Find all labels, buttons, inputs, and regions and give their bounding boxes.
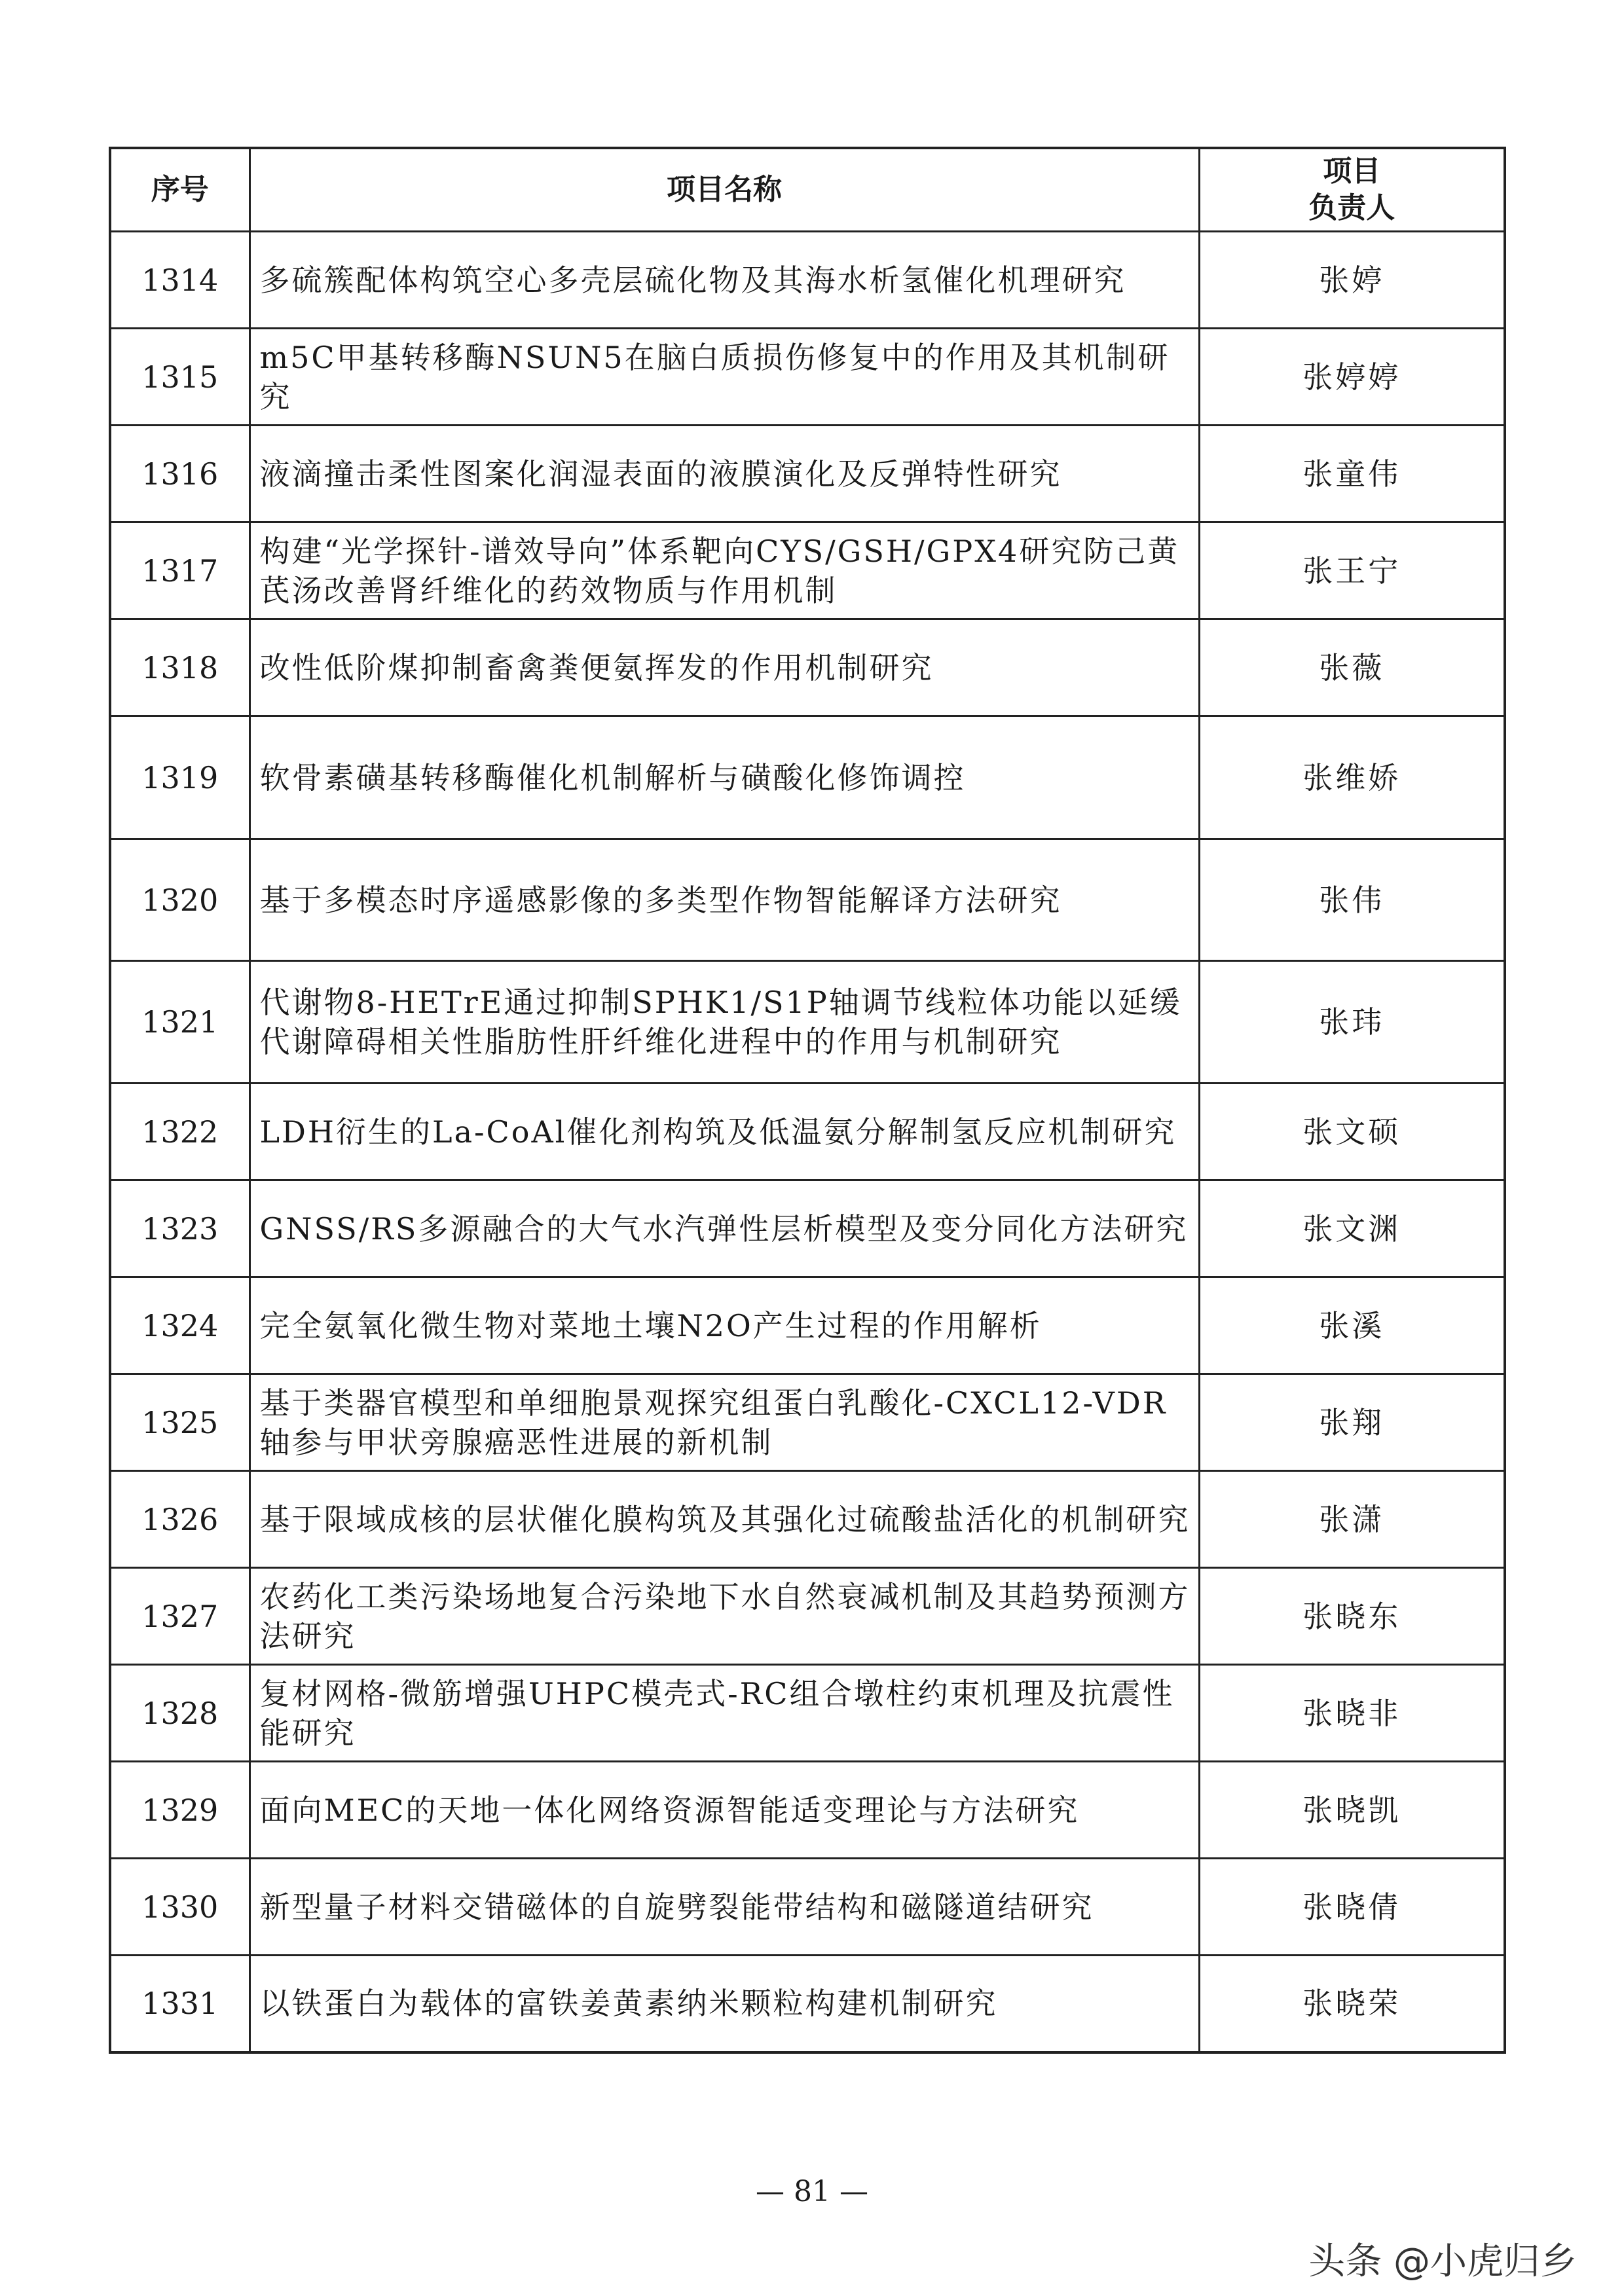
row-project-name: 新型量子材料交错磁体的自旋劈裂能带结构和磁隧道结研究 <box>249 1859 1199 1956</box>
table-header-row <box>110 148 1505 232</box>
row-owner: 张溪 <box>1199 1277 1505 1374</box>
header-owner <box>1199 148 1505 232</box>
row-number: 1314 <box>110 232 249 329</box>
page-number: — 81 — <box>756 2175 868 2208</box>
table-row <box>110 961 1505 1084</box>
table-row <box>110 1956 1505 2052</box>
row-project-name: 液滴撞击柔性图案化润湿表面的液膜演化及反弹特性研究 <box>249 426 1199 522</box>
table-row <box>110 839 1505 961</box>
row-owner: 张童伟 <box>1199 426 1505 522</box>
row-number: 1315 <box>110 329 249 426</box>
row-project-name: GNSS/RS多源融合的大气水汽弹性层析模型及变分同化方法研究 <box>249 1180 1199 1277</box>
row-number: 1316 <box>110 426 249 522</box>
row-number: 1323 <box>110 1180 249 1277</box>
table-row <box>110 329 1505 426</box>
row-project-name: 软骨素磺基转移酶催化机制解析与磺酸化修饰调控 <box>249 716 1199 839</box>
table-row <box>110 232 1505 329</box>
row-number: 1330 <box>110 1859 249 1956</box>
row-project-name: 改性低阶煤抑制畜禽粪便氨挥发的作用机制研究 <box>249 619 1199 716</box>
table-row <box>110 1180 1505 1277</box>
row-owner: 张翔 <box>1199 1374 1505 1471</box>
row-number: 1327 <box>110 1568 249 1665</box>
table-row <box>110 716 1505 839</box>
row-owner: 张婷婷 <box>1199 329 1505 426</box>
row-number: 1319 <box>110 716 249 839</box>
table-row <box>110 1084 1505 1180</box>
row-owner: 张晓非 <box>1199 1665 1505 1762</box>
row-owner: 张潇 <box>1199 1471 1505 1568</box>
row-owner: 张王宁 <box>1199 522 1505 619</box>
row-number: 1329 <box>110 1762 249 1859</box>
row-owner: 张晓倩 <box>1199 1859 1505 1956</box>
row-project-name: 多硫簇配体构筑空心多壳层硫化物及其海水析氢催化机理研究 <box>249 232 1199 329</box>
row-owner: 张晓凯 <box>1199 1762 1505 1859</box>
row-project-name: 代谢物8-HETrE通过抑制SPHK1/S1P轴调节线粒体功能以延缓代谢障碍相关性脂肪性肝纤维化进程中的作用与机制研究 <box>249 961 1199 1084</box>
row-project-name: 构建“光学探针-谱效导向”体系靶向CYS/GSH/GPX4研究防己黄芪汤改善肾纤维化的药效物质与作用机制 <box>249 522 1199 619</box>
row-number: 1318 <box>110 619 249 716</box>
row-project-name: 完全氨氧化微生物对菜地土壤N2O产生过程的作用解析 <box>249 1277 1199 1374</box>
row-owner: 张文渊 <box>1199 1180 1505 1277</box>
row-project-name: 基于类器官模型和单细胞景观探究组蛋白乳酸化-CXCL12-VDR轴参与甲状旁腺癌恶性进展的新机制 <box>249 1374 1199 1471</box>
header-owner-line1: 项目 <box>1323 155 1381 188</box>
row-project-name: 基于多模态时序遥感影像的多类型作物智能解译方法研究 <box>249 839 1199 961</box>
header-number: 序号 <box>110 148 249 232</box>
row-owner: 张婷 <box>1199 232 1505 329</box>
row-owner: 张玮 <box>1199 961 1505 1084</box>
row-number: 1321 <box>110 961 249 1084</box>
row-number: 1320 <box>110 839 249 961</box>
row-owner: 张晓东 <box>1199 1568 1505 1665</box>
row-owner: 张薇 <box>1199 619 1505 716</box>
row-number: 1322 <box>110 1084 249 1180</box>
table-row <box>110 1665 1505 1762</box>
row-project-name: 复材网格-微筋增强UHPC模壳式-RC组合墩柱约束机理及抗震性能研究 <box>249 1665 1199 1762</box>
table-row <box>110 1859 1505 1956</box>
row-owner: 张晓荣 <box>1199 1956 1505 2052</box>
table-row <box>110 1568 1505 1665</box>
table-row <box>110 1277 1505 1374</box>
row-owner: 张文硕 <box>1199 1084 1505 1180</box>
row-number: 1317 <box>110 522 249 619</box>
row-owner: 张伟 <box>1199 839 1505 961</box>
row-project-name: 面向MEC的天地一体化网络资源智能适变理论与方法研究 <box>249 1762 1199 1859</box>
row-owner: 张维娇 <box>1199 716 1505 839</box>
table-row <box>110 1762 1505 1859</box>
header-project-name: 项目名称 <box>249 148 1199 232</box>
row-number: 1325 <box>110 1374 249 1471</box>
row-number: 1328 <box>110 1665 249 1762</box>
table-row <box>110 522 1505 619</box>
table-row <box>110 619 1505 716</box>
project-table <box>109 147 1506 2054</box>
row-number: 1324 <box>110 1277 249 1374</box>
row-project-name: 以铁蛋白为载体的富铁姜黄素纳米颗粒构建机制研究 <box>249 1956 1199 2052</box>
row-project-name: 农药化工类污染场地复合污染地下水自然衰减机制及其趋势预测方法研究 <box>249 1568 1199 1665</box>
row-project-name: m5C甲基转移酶NSUN5在脑白质损伤修复中的作用及其机制研究 <box>249 329 1199 426</box>
table-row <box>110 1374 1505 1471</box>
watermark-text: 头条 @小虎归乡 <box>1308 2240 1577 2283</box>
row-project-name: 基于限域成核的层状催化膜构筑及其强化过硫酸盐活化的机制研究 <box>249 1471 1199 1568</box>
row-number: 1326 <box>110 1471 249 1568</box>
header-owner-line2: 负责人 <box>1308 191 1395 225</box>
table-row <box>110 426 1505 522</box>
table-row <box>110 1471 1505 1568</box>
row-number: 1331 <box>110 1956 249 2052</box>
row-project-name: LDH衍生的La-CoAl催化剂构筑及低温氨分解制氢反应机制研究 <box>249 1084 1199 1180</box>
